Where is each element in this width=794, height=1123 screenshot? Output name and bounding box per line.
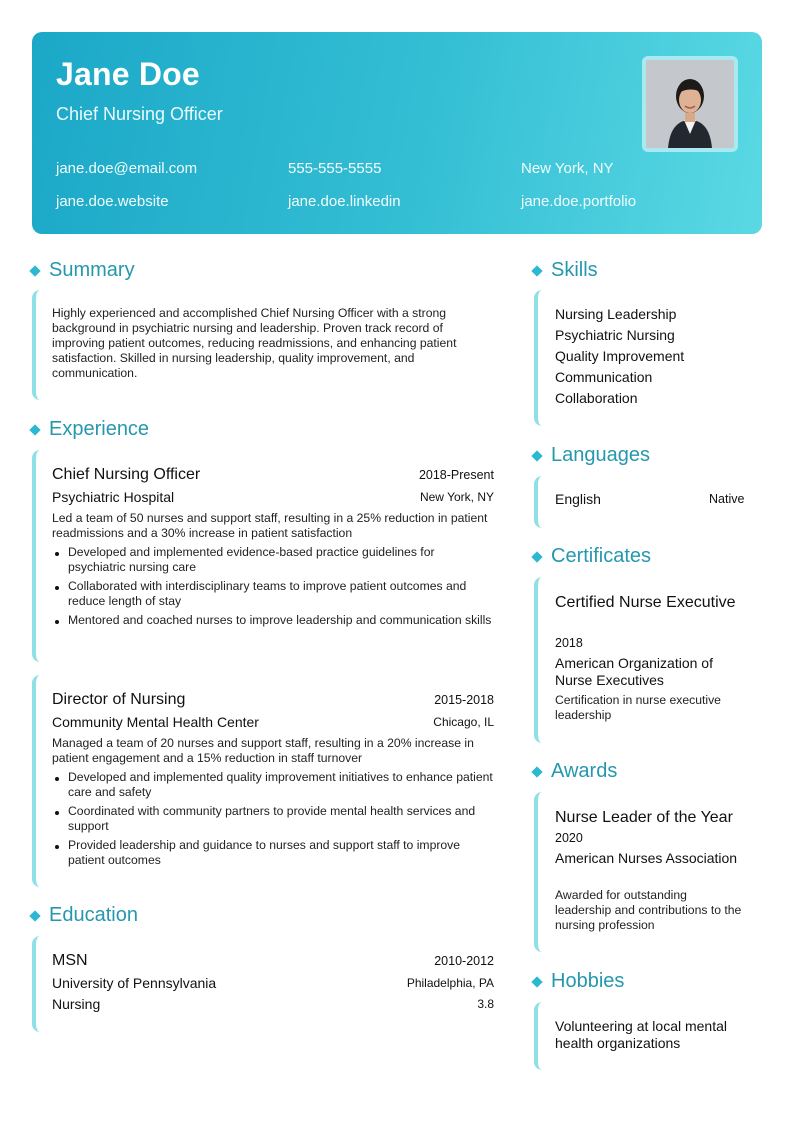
candidate-name: Jane Doe — [56, 56, 200, 92]
diamond-bullet-icon — [531, 450, 542, 461]
resume-header — [32, 32, 762, 234]
diamond-bullet-icon — [531, 766, 542, 777]
diamond-bullet-icon — [29, 910, 40, 921]
skill-item: Communication — [555, 369, 653, 385]
diamond-bullet-icon — [531, 551, 542, 562]
summary-text: Highly experienced and accomplished Chief Nursing Officer with a strong background in psychiatric nursing and leadership. Proven track record of improving patient outcomes, reducing readmissions, and enhancing patient satisfaction. Skilled in nursing leadership, quality improvement, and communication. — [52, 306, 457, 380]
certificates-heading-label: Certificates — [551, 545, 652, 567]
diamond-bullet-icon — [531, 265, 542, 276]
education-degree: MSN — [52, 952, 88, 969]
languages-heading — [532, 444, 650, 467]
award-description: Awarded for outstanding leadership and contributions to the nursing profession — [555, 888, 742, 932]
experience-heading — [30, 418, 149, 441]
contact-location: New York, NY — [521, 160, 614, 177]
contact-website[interactable]: jane.doe.website — [56, 193, 169, 210]
experience-heading-label: Experience — [49, 418, 150, 440]
skill-item: Collaboration — [555, 390, 638, 406]
contact-linkedin[interactable]: jane.doe.linkedin — [288, 193, 401, 210]
award-organization: American Nurses Association — [555, 850, 738, 866]
education-school: University of Pennsylvania — [52, 975, 217, 991]
awards-heading-label: Awards — [551, 760, 618, 782]
certificates-heading — [532, 545, 651, 568]
diamond-bullet-icon — [29, 424, 40, 435]
profile-photo — [642, 56, 738, 152]
list-item: Provided leadership and guidance to nurses and support staff to improve patient outcomes — [52, 838, 494, 868]
job-organization: Psychiatric Hospital — [52, 489, 175, 505]
job-dates: 2018-Present — [418, 468, 494, 482]
education-gpa: 3.8 — [477, 997, 494, 1011]
education-location: Philadelphia, PA — [406, 976, 494, 990]
job-dates: 2015-2018 — [434, 693, 494, 707]
education-heading-label: Education — [49, 904, 138, 926]
contact-phone[interactable]: 555-555-5555 — [288, 160, 382, 177]
language-level: Native — [709, 492, 745, 506]
job-title: Chief Nursing Officer — [52, 466, 201, 483]
diamond-bullet-icon — [531, 976, 542, 987]
job-organization: Community Mental Health Center — [52, 714, 259, 730]
job-description: Managed a team of 20 nurses and support staff, resulting in a 20% increase in patient engagement and a 15% reduction in staff turnover — [52, 736, 474, 765]
job-description: Led a team of 50 nurses and support staff, resulting in a 25% reduction in patient readmissions and a 30% increase in patient satisfaction — [52, 511, 488, 540]
certificate-year: 2018 — [555, 636, 583, 650]
certificate-description: Certification in nurse executive leadership — [555, 693, 721, 722]
hobbies-heading — [532, 970, 624, 993]
skills-heading — [532, 259, 598, 282]
skill-item: Nursing Leadership — [555, 306, 677, 322]
award-title: Nurse Leader of the Year — [555, 809, 733, 826]
contact-portfolio[interactable]: jane.doe.portfolio — [521, 193, 637, 210]
job-location: Chicago, IL — [433, 715, 494, 729]
person-portrait-icon — [646, 60, 734, 148]
list-item: Collaborated with interdisciplinary teams to improve patient outcomes and reduce length of stay — [52, 579, 494, 609]
list-item: Developed and implemented evidence-based practice guidelines for psychiatric nursing care — [52, 545, 494, 575]
job-location: New York, NY — [419, 490, 494, 504]
job-title: Director of Nursing — [52, 691, 186, 708]
language-name: English — [555, 491, 601, 507]
education-heading — [30, 904, 138, 927]
skill-item: Psychiatric Nursing — [555, 327, 675, 343]
languages-heading-label: Languages — [551, 444, 650, 466]
certificate-title: Certified Nurse Executive — [555, 594, 736, 611]
list-item: Developed and implemented quality improvement initiatives to enhance patient care and safety — [52, 770, 494, 800]
summary-heading — [30, 259, 135, 282]
contact-email[interactable]: jane.doe@email.com — [56, 160, 198, 177]
hobbies-heading-label: Hobbies — [551, 970, 625, 992]
certificate-organization: American Organization of Nurse Executives — [555, 655, 713, 688]
skill-item: Quality Improvement — [555, 348, 685, 364]
diamond-bullet-icon — [29, 265, 40, 276]
job-bullets — [52, 770, 494, 872]
award-year: 2020 — [555, 831, 583, 845]
awards-heading — [532, 760, 617, 783]
list-item: Coordinated with community partners to provide mental health services and support — [52, 804, 494, 834]
skills-heading-label: Skills — [551, 259, 598, 281]
list-item: Mentored and coached nurses to improve leadership and communication skills — [52, 613, 494, 628]
education-field: Nursing — [52, 996, 101, 1012]
education-dates: 2010-2012 — [434, 954, 494, 968]
hobby-item: Volunteering at local mental health organizations — [555, 1018, 727, 1051]
summary-heading-label: Summary — [49, 259, 135, 281]
job-bullets — [52, 545, 494, 632]
candidate-role: Chief Nursing Officer — [56, 104, 223, 124]
